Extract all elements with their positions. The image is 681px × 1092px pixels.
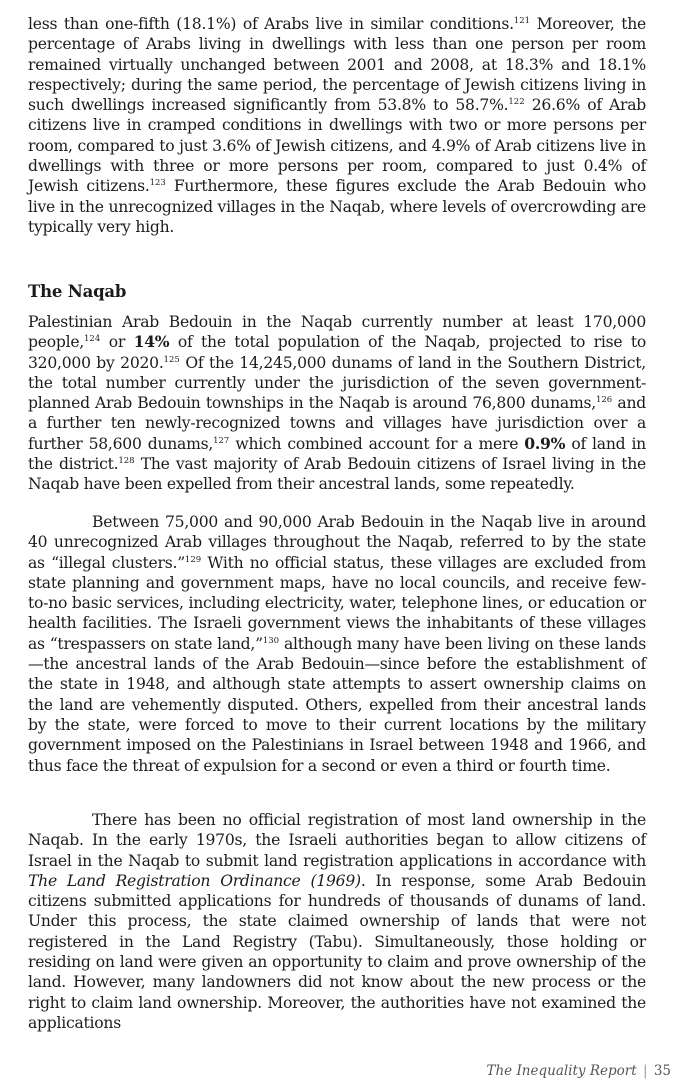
footnote-ref[interactable]: 121 [513,16,531,26]
paragraph-text: Palestinian Arab Bedouin in the Naqab currently number at least 170,000 people, [28,313,646,352]
footnote-ref[interactable]: 129 [184,554,202,565]
paragraph-text: and a further ten newly-recognized towns and villages have jurisdiction over a further 58,600 dunams, [28,394,646,453]
footnote-ref[interactable]: 130 [262,635,280,646]
page-number: 35 [653,1063,671,1079]
paragraph-text: which combined account for a mere [229,434,525,453]
paragraph-text: less than one-fifth (18.1%) of Arabs live in similar conditions. [28,15,514,33]
footnote-ref[interactable]: 122 [508,97,525,108]
paragraph-text: Moreover, the percentage of Arabs living in dwellings with less than one person per room remained virtually unchanged between 2001 and 2008, at 18.3% and 18.1% respectively; during the same period, the percentage of Jewish citizens living in such dwellings increased significantly from 53.8% to 58.7%. [28,15,646,115]
paragraph-text: There has been no official registration of most land ownership in the Naqab. In the early 1970s, the Israeli authorities began to allow citizens of Israel in the Naqab to submit land registration applications in accordance with [28,811,646,870]
paragraph-text: or [100,333,134,352]
paragraph-text: Furthermore, these figures exclude the Arab Bedouin who live in the unrecognized villages in the Naqab, where levels of overcrowding are typically very high. [28,177,646,236]
footnote-ref[interactable]: 126 [595,395,613,406]
body-paragraph [28,14,646,237]
paragraph-text: With no official status, these villages are excluded from state planning and government maps, have no local councils, and receive few-to-no basic services, including electricity, water, telephone lines, or education or health facilities. The Israeli government views the inhabitants of these villages as “trespassers on state land,” [28,553,646,653]
cited-law-title: The Land Registration Ordinance (1969) [28,871,361,890]
footnote-ref[interactable]: 125 [163,354,180,365]
paragraph-text: 26.6% of Arab citizens live in cramped conditions in dwellings with two or more persons per room, compared to just 3.6% of Jewish citizens, and 4.9% of Arab citizens live in dwellings with three or more persons per room, compared to just 0.4% of Jewish citizens. [28,96,647,196]
footnote-ref[interactable]: 128 [118,456,135,467]
emphasis-value: 14% [133,332,170,352]
paragraph-text: Between 75,000 and 90,000 Arab Bedouin in the Naqab live in around 40 unrecognized Arab villages throughout the Naqab, referred to by the state as “illegal clusters.” [28,513,646,572]
paragraph-text: The vast majority of Arab Bedouin citizens of Israel living in the Naqab have been expelled from their ancestral lands, some repeatedly. [28,455,646,494]
paragraph-text: of the total population of the Naqab, projected to rise to 320,000 by 2020. [28,333,647,372]
page-footer [486,1063,671,1079]
body-paragraph [28,312,646,495]
body-paragraph [28,810,646,1033]
footer-separator: | [642,1063,648,1079]
footnote-ref[interactable]: 123 [149,178,166,189]
paragraph-text: Of the 14,245,000 dunams of land in the Southern District, the total number currently under the jurisdiction of the seven government-planned Arab Bedouin townships in the Naqab is around 76,800 dunams, [28,353,646,413]
section-heading: The Naqab [28,282,127,301]
footer-report-title: The Inequality Report [486,1063,637,1079]
body-paragraph [28,512,646,776]
paragraph-text: of land in the district. [28,434,646,474]
footnote-ref[interactable]: 127 [213,435,230,446]
footnote-ref[interactable]: 124 [84,334,101,345]
paragraph-text: . In response, some Arab Bedouin citizens submitted applications for hundreds of thousands of dunams of land. Under this process, the state claimed ownership of lands that were not registered in the Land Registry (Tabu). Simultaneously, those holding or residing on land were given an opportunity to claim and prove ownership of the land. However, many landowners did not know about the new process or the right to claim land ownership. Moreover, the authorities have not examined the applications [28,871,646,1032]
emphasis-value: 0.9% [524,433,566,453]
paragraph-text: although many have been living on these lands—the ancestral lands of the Arab Bedouin—since before the establishment of the state in 1948, and although state attempts to assert ownership claims on the land are vehemently disputed. Others, expelled from their ancestral lands by the state, were forced to move to their current locations by the military government imposed on the Palestinians in Israel between 1948 and 1966, and thus face the threat of expulsion for a second or even a third or fourth time. [28,634,647,775]
